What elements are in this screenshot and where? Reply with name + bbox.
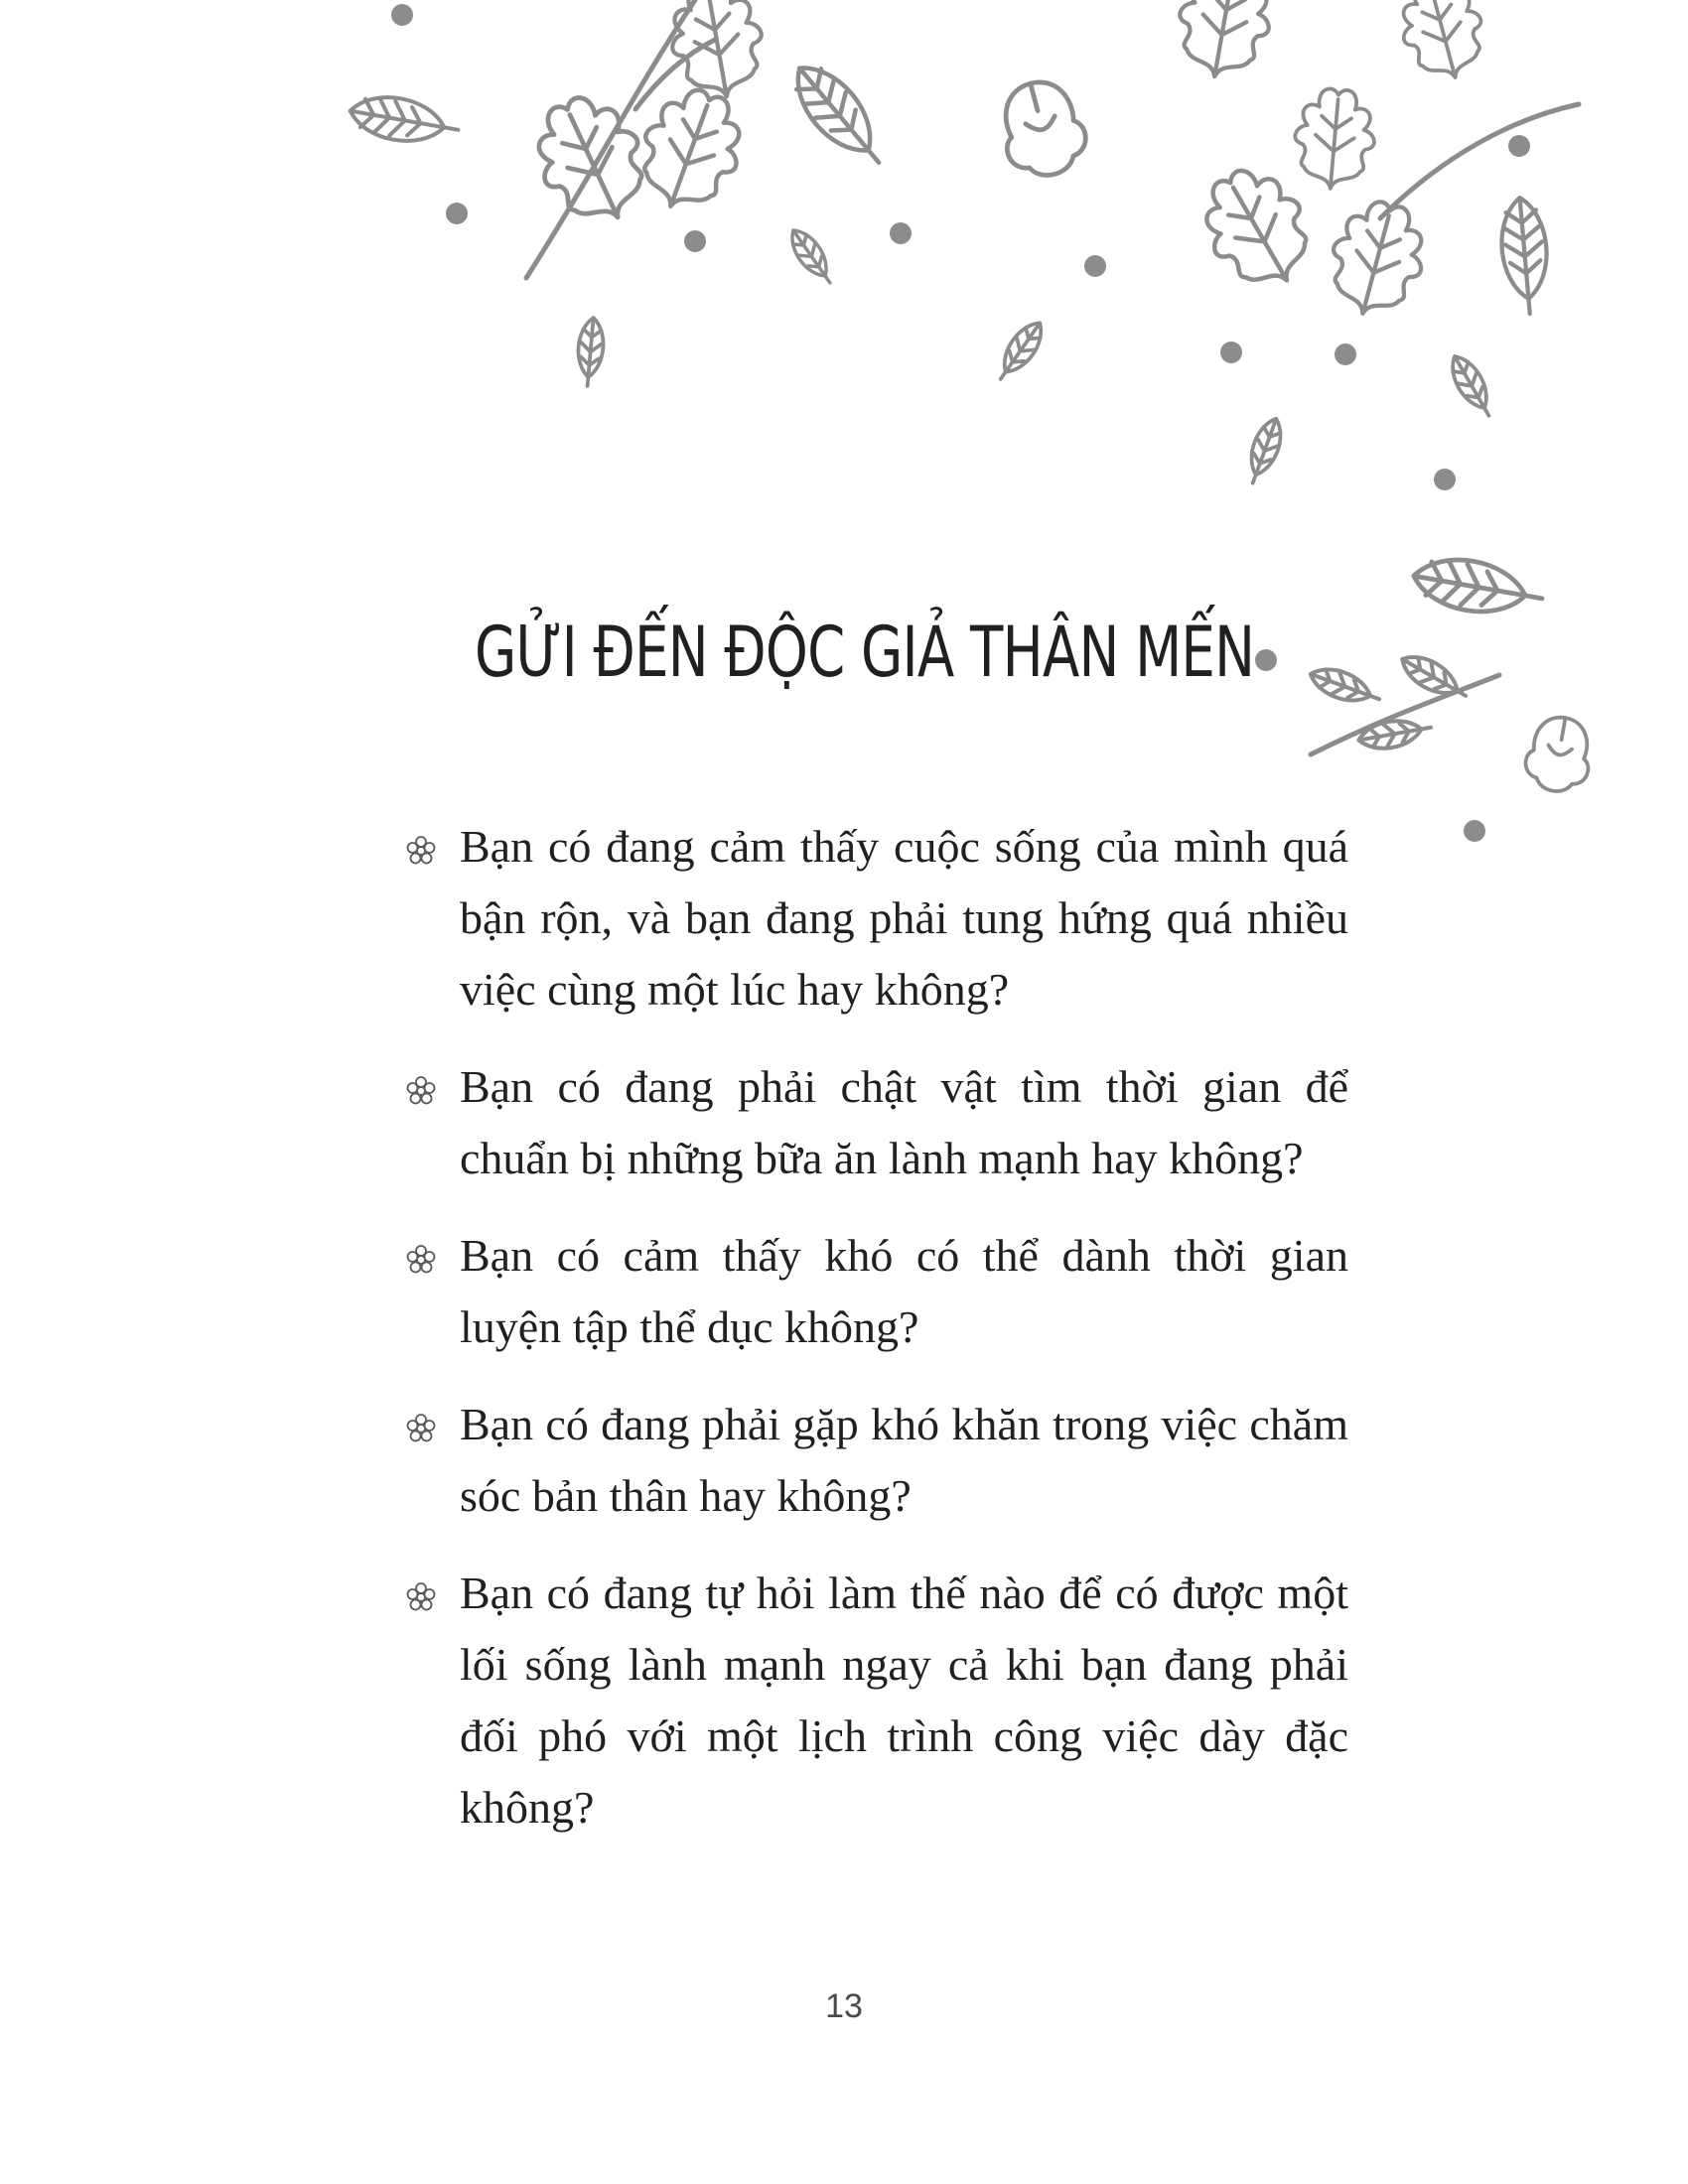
list-item [405, 1558, 1348, 1843]
leaf-icon [1444, 350, 1499, 422]
berry-dot-icon [890, 222, 912, 244]
flower-bud-icon [1521, 713, 1596, 797]
list-item [405, 1220, 1348, 1363]
berry-dot-icon [1255, 649, 1277, 671]
question-text: Bạn có đang phải chật vật tìm thời gian để chuẩn bị những bữa ăn lành mạnh hay không? [460, 1061, 1348, 1183]
berry-dot-icon [1508, 135, 1530, 157]
oak-leaf-icon [519, 82, 663, 239]
oak-leaf-icon [663, 0, 772, 104]
flower-outline-icon [405, 835, 437, 867]
branch [1380, 104, 1579, 218]
oak-leaf-icon [1171, 0, 1279, 84]
leaf-icon [1497, 196, 1552, 316]
question-text: Bạn có cảm thấy khó có thể dành thời gian luyện tập thể dục không? [460, 1230, 1348, 1352]
question-text: Bạn có đang cảm thấy cuộc sống của mình quá bận rộn, và bạn đang phải tung hứng quá nhiều việc cùng một lúc hay không? [460, 821, 1348, 1015]
oak-leaf-icon [1391, 0, 1493, 87]
leaf-icon [990, 316, 1050, 386]
leaf-icon [575, 317, 606, 387]
leaf-icon [347, 90, 462, 151]
berry-dot-icon [446, 203, 468, 224]
berry-dot-icon [684, 230, 706, 252]
flower-outline-icon [405, 1581, 437, 1613]
oak-leaf-icon [1291, 86, 1378, 193]
list-item [405, 1051, 1348, 1194]
leaf-icon [783, 223, 839, 289]
berry-dot-icon [1084, 255, 1106, 277]
berry-dot-icon [1220, 341, 1242, 363]
flower-outline-icon [405, 1413, 437, 1444]
flower-bud-icon [992, 73, 1093, 185]
page-title: GỬI ĐẾN ĐỘC GIẢ THÂN MẾN [475, 612, 1255, 693]
berry-dot-icon [391, 4, 413, 26]
berry-dots [391, 4, 1530, 842]
flower-outline-icon [405, 1244, 437, 1276]
leafy-twig-icon [1356, 715, 1433, 753]
oak-leaf-icon [1186, 153, 1328, 304]
flower-outline-icon [405, 1075, 437, 1107]
question-text: Bạn có đang phải gặp khó khăn trong việc chăm sóc bản thân hay không? [460, 1399, 1348, 1521]
leaf-icon [781, 53, 897, 178]
leaf-icon [1241, 415, 1288, 487]
question-list [405, 811, 1348, 1869]
berry-dot-icon [1464, 820, 1485, 842]
leafy-twig-icon [1306, 662, 1383, 712]
leaf-icon [1410, 552, 1547, 623]
berry-dot-icon [1434, 469, 1456, 490]
oak-leaf-icon [1320, 193, 1436, 325]
berry-dot-icon [1335, 343, 1356, 365]
list-item [405, 811, 1348, 1025]
list-item [405, 1389, 1348, 1532]
question-text: Bạn có đang tự hỏi làm thế nào để có được một lối sống lành mạnh ngay cả khi bạn đang phải đối phó với một lịch trình công việc dày đặc không? [460, 1568, 1348, 1833]
page-number: 13 [825, 1987, 863, 2025]
